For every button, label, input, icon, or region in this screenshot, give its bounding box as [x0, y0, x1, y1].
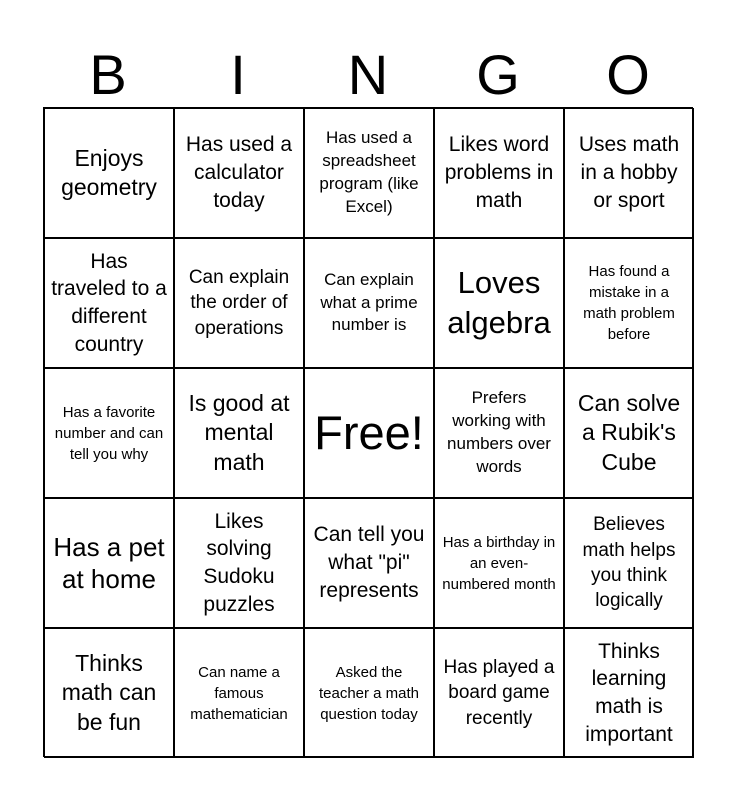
bingo-cell-r2c2[interactable]: Can explain the order of operations — [174, 238, 304, 368]
bingo-cell-r1c5[interactable]: Uses math in a hobby or sport — [564, 108, 694, 238]
header-letter-i: I — [230, 43, 246, 106]
bingo-grid — [43, 107, 693, 757]
header-letter-o: O — [606, 43, 650, 106]
bingo-cell-r4c5[interactable]: Believes math helps you think logically — [564, 498, 694, 628]
bingo-cell-r1c4[interactable]: Likes word problems in math — [434, 108, 564, 238]
bingo-cell-r5c3[interactable]: Asked the teacher a math question today — [304, 628, 434, 758]
bingo-cell-r1c3[interactable]: Has used a spreadsheet program (like Excel) — [304, 108, 434, 238]
bingo-cell-r5c1[interactable]: Thinks math can be fun — [44, 628, 174, 758]
header-letter-g: G — [476, 43, 520, 106]
header-letter-b: B — [89, 43, 127, 106]
bingo-cell-r2c4[interactable]: Loves algebra — [434, 238, 564, 368]
bingo-cell-r5c2[interactable]: Can name a famous mathematician — [174, 628, 304, 758]
bingo-cell-r1c1[interactable]: Enjoys geometry — [44, 108, 174, 238]
bingo-cell-r4c4[interactable]: Has a birthday in an even-numbered month — [434, 498, 564, 628]
bingo-cell-r1c2[interactable]: Has used a calculator today — [174, 108, 304, 238]
bingo-cell-r4c3[interactable]: Can tell you what "pi" represents — [304, 498, 434, 628]
bingo-header — [43, 42, 693, 108]
bingo-cell-r3c1[interactable]: Has a favorite number and can tell you why — [44, 368, 174, 498]
bingo-cell-r5c4[interactable]: Has played a board game recently — [434, 628, 564, 758]
free-space[interactable]: Free! — [304, 368, 434, 498]
bingo-cell-r5c5[interactable]: Thinks learning math is important — [564, 628, 694, 758]
bingo-cell-r3c4[interactable]: Prefers working with numbers over words — [434, 368, 564, 498]
bingo-cell-r3c2[interactable]: Is good at mental math — [174, 368, 304, 498]
bingo-cell-r2c5[interactable]: Has found a mistake in a math problem before — [564, 238, 694, 368]
bingo-cell-r2c3[interactable]: Can explain what a prime number is — [304, 238, 434, 368]
bingo-cell-r2c1[interactable]: Has traveled to a different country — [44, 238, 174, 368]
bingo-cell-r4c1[interactable]: Has a pet at home — [44, 498, 174, 628]
bingo-cell-r3c5[interactable]: Can solve a Rubik's Cube — [564, 368, 694, 498]
header-letter-n: N — [347, 43, 389, 106]
bingo-cell-r4c2[interactable]: Likes solving Sudoku puzzles — [174, 498, 304, 628]
